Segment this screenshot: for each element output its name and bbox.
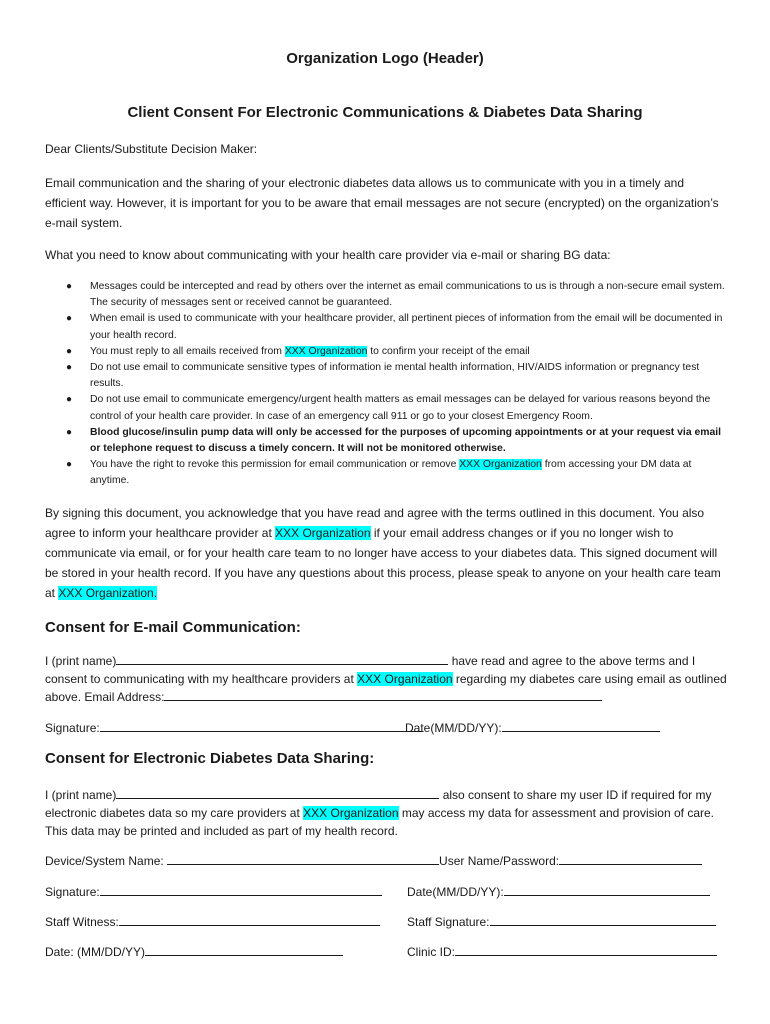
agreement-paragraph: By signing this document, you acknowledge that you have read and agree with the terms outlined in this document. You also agree to inform your healthcare provider at XXX Organization if your email address changes or if you no longer wish to communicate via email, or for your health care team to no longer have access to your diabetes data. This signed document will be stored in your health record. If you have any questions about this process, please speak to anyone on your health care team at XXX Organization. [45,506,721,600]
staff-witness-field[interactable] [119,913,380,926]
date-field[interactable] [502,719,660,732]
bullet-icon: ● [66,345,73,357]
signature-field[interactable] [100,883,382,896]
username-password-field[interactable] [559,852,702,865]
list-item: ● You must reply to all emails received from XXX Organization to confirm your receipt of the email [45,344,727,360]
bullet-icon: ● [66,459,73,471]
bullet-icon: ● [66,281,73,292]
device-row: Device/System Name: User Name/Password: [45,852,702,868]
date2-row: Date: (MM/DD/YY) [45,943,343,959]
staff-signature-field[interactable] [490,913,716,926]
list-item: ● Do not use email to communicate sensitive types of information ie mental health information, HIV/AIDS information or pregnancy test results. [66,362,700,390]
list-item: ● Blood glucose/insulin pump data will only be accessed for the purposes of upcoming appointments or at your request via email or telephone request to discuss a timely concern. It will not be monitored otherwise. [66,426,722,455]
bullet-icon: ● [66,426,73,438]
email-consent-heading: Consent for E-mail Communication: [45,619,301,636]
email-signature-row: Signature: [45,719,422,735]
intro-paragraph: Email communication and the sharing of your electronic diabetes data allows us to communicate with you in a timely and efficient way. However, it is important for you to be aware that email messages are not secure (encrypted) on the organization’s e-mail system. [45,176,719,230]
data-sharing-heading: Consent for Electronic Diabetes Data Sharing: [45,750,375,767]
data-date-row: Date(MM/DD/YY): [407,883,710,899]
print-name-field[interactable] [116,786,439,799]
date-field[interactable] [145,943,343,956]
organization-logo-placeholder: Organization Logo (Header) [286,50,484,67]
org-placeholder: XXX Organization [459,459,542,471]
bullet-icon: ● [66,362,73,374]
data-signature-row: Signature: [45,883,382,899]
clinic-id-field[interactable] [455,943,717,956]
document-title: Client Consent For Electronic Communications & Diabetes Data Sharing [127,104,643,121]
witness-row: Staff Witness: [45,913,380,929]
staff-signature-row: Staff Signature: [407,913,716,929]
list-item: ● Do not use email to communicate emergency/urgent health matters as email messages can be delayed for various reasons beyond the control of your health care provider. In case of an emergency call 911 or go to your closest Emergency Room. [66,394,711,422]
bullet-icon: ● [66,313,73,325]
email-address-field[interactable] [164,688,602,701]
salutation: Dear Clients/Substitute Decision Maker: [45,142,258,156]
org-placeholder: XXX Organization [357,672,453,686]
bullet-icon: ● [66,394,73,406]
list-item: ● Messages could be intercepted and read by others over the internet as email communications to us is through a non-secure email system. The security of messages sent or received cannot be guaranteed. [66,281,725,309]
org-placeholder: XXX Organization [303,806,399,820]
org-placeholder: XXX Organization [275,526,371,540]
data-sharing-statement: I (print name) also consent to share my user ID if required for my electronic diabetes data so my care providers at XXX Organization may access my data for assessment and provision of care. This data may be printed and included as part of my health record. [45,788,714,838]
what-to-know-paragraph: What you need to know about communicating with your health care provider via e-mail or sharing BG data: [45,248,611,262]
email-consent-statement: I (print name) have read and agree to the above terms and I consent to communicating with my healthcare providers at XXX Organization regarding my diabetes care using email as outlined above. Email Address: [45,654,727,704]
print-name-field[interactable] [116,652,448,665]
terms-list [45,279,727,490]
org-placeholder: XXX Organization [284,345,368,357]
list-item: ● You have the right to revoke this permission for email communication or remove XXX Organization from accessing your DM data at anytime. [66,459,692,487]
org-placeholder: XXX Organization. [58,586,158,600]
list-item: ● When email is used to communicate with your healthcare provider, all pertinent pieces of information from the email will be documented in your health record. [66,313,723,341]
email-date-row: Date(MM/DD/YY): [405,719,660,735]
date-field[interactable] [504,883,710,896]
device-system-field[interactable] [167,852,439,865]
clinic-row: Clinic ID: [407,943,717,959]
signature-field[interactable] [100,719,422,732]
